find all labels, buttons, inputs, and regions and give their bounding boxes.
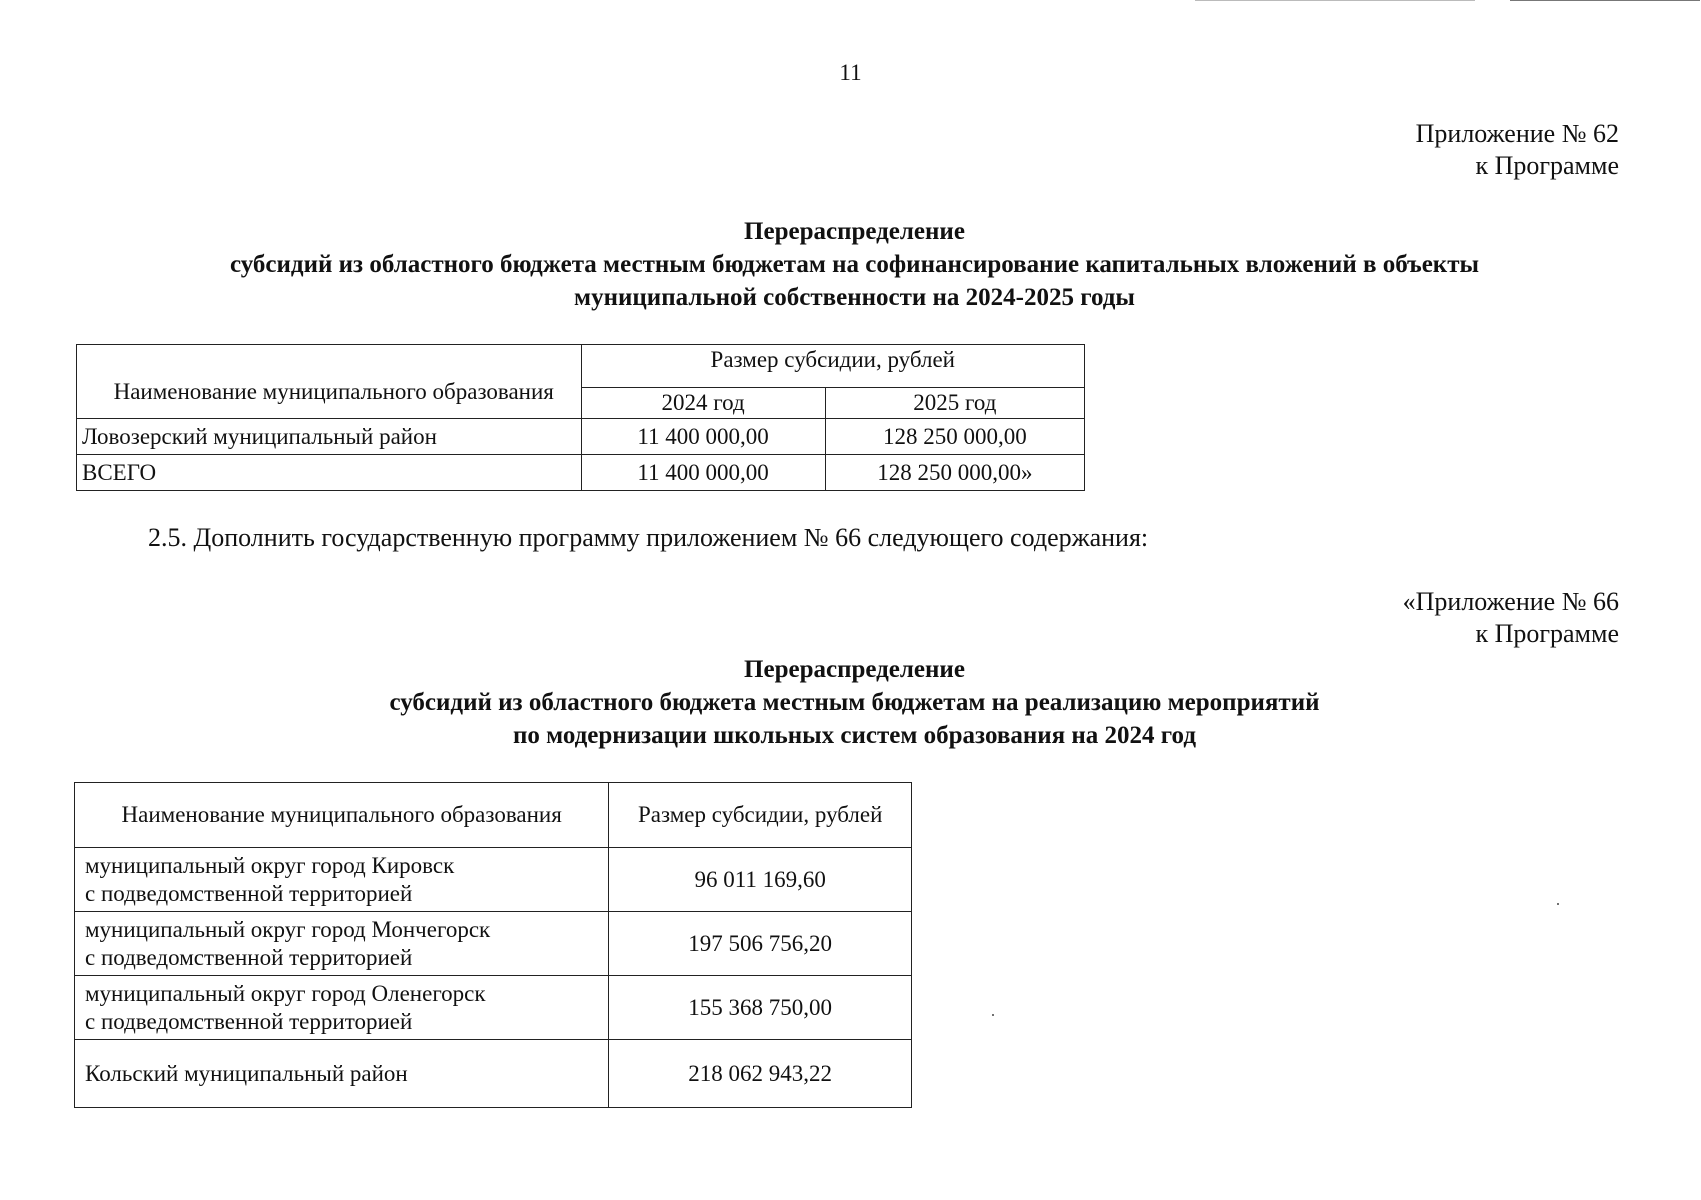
appendix-66-line2: к Программе — [1475, 619, 1619, 648]
section1-title-line2: субсидий из областного бюджета местным бюджетам на софинансирование капитальных вложений в объекты — [229, 251, 1479, 278]
header-2025: 2025 год — [825, 388, 1084, 419]
section2-title-line3: по модернизации школьных систем образования на 2024 год — [513, 722, 1196, 749]
header-subsidy-size: Размер субсидии, рублей — [609, 783, 912, 848]
table-header-row — [75, 783, 912, 848]
appendix-66-line1: «Приложение № 66 — [1402, 587, 1619, 616]
row-name-line1: Кольский муниципальный район — [85, 1060, 408, 1086]
row-name-line2: с подведомственной территорией — [85, 880, 413, 906]
row-name-line1: муниципальный округ город Оленегорск — [85, 980, 486, 1006]
section2-title — [4, 653, 1701, 752]
row-name — [75, 1040, 609, 1108]
table-row — [75, 848, 912, 912]
scan-speck — [1557, 903, 1559, 905]
row-name-line2: с подведомственной территорией — [85, 944, 413, 970]
table-row — [75, 912, 912, 976]
row-name-line2: с подведомственной территорией — [85, 1008, 413, 1034]
section2-title-line2: субсидий из областного бюджета местным бюджетам на реализацию мероприятий — [389, 689, 1320, 716]
row-value-2025: 128 250 000,00 — [825, 419, 1084, 455]
appendix-62-line1: Приложение № 62 — [1415, 119, 1619, 148]
header-municipality: Наименование муниципального образования — [77, 345, 582, 419]
row-value-2024: 11 400 000,00 — [581, 455, 825, 491]
appendix-62-heading — [1416, 118, 1619, 182]
section2-title-line1: Перераспределение — [744, 656, 965, 683]
row-value: 96 011 169,60 — [609, 848, 912, 912]
row-value-2025: 128 250 000,00» — [825, 455, 1084, 491]
row-value: 218 062 943,22 — [609, 1040, 912, 1108]
row-value-2024: 11 400 000,00 — [581, 419, 825, 455]
top-edge-line-faint — [1195, 0, 1475, 1]
section1-title-line1: Перераспределение — [744, 218, 965, 245]
row-value: 197 506 756,20 — [609, 912, 912, 976]
section1-title — [4, 215, 1701, 314]
row-name-line1: муниципальный округ город Кировск — [85, 852, 455, 878]
page-number: 11 — [839, 60, 862, 85]
subsidy-table-2024-2025 — [76, 344, 1085, 491]
row-name-line1: муниципальный округ город Мончегорск — [85, 916, 491, 942]
table-row — [75, 976, 912, 1040]
row-name: ВСЕГО — [77, 455, 582, 491]
appendix-62-line2: к Программе — [1475, 151, 1619, 180]
header-2024: 2024 год — [581, 388, 825, 419]
table-row-total — [77, 455, 1085, 491]
table-row — [77, 419, 1085, 455]
row-value: 155 368 750,00 — [609, 976, 912, 1040]
paragraph-2-5: 2.5. Дополнить государственную программу приложением № 66 следующего содержания: — [148, 523, 1149, 552]
section1-title-line3: муниципальной собственности на 2024-2025 годы — [574, 284, 1135, 311]
subsidy-table-2024-schools — [74, 782, 912, 1108]
header-subsidy-size: Размер субсидии, рублей — [581, 345, 1085, 388]
row-name — [75, 912, 609, 976]
appendix-66-heading — [1403, 586, 1619, 650]
row-name — [75, 976, 609, 1040]
row-name: Ловозерский муниципальный район — [77, 419, 582, 455]
top-edge-line — [1510, 0, 1700, 1]
header-municipality: Наименование муниципального образования — [75, 783, 609, 848]
row-name — [75, 848, 609, 912]
table-row — [75, 1040, 912, 1108]
table-header-row — [77, 345, 1085, 388]
scan-speck — [992, 1014, 994, 1016]
